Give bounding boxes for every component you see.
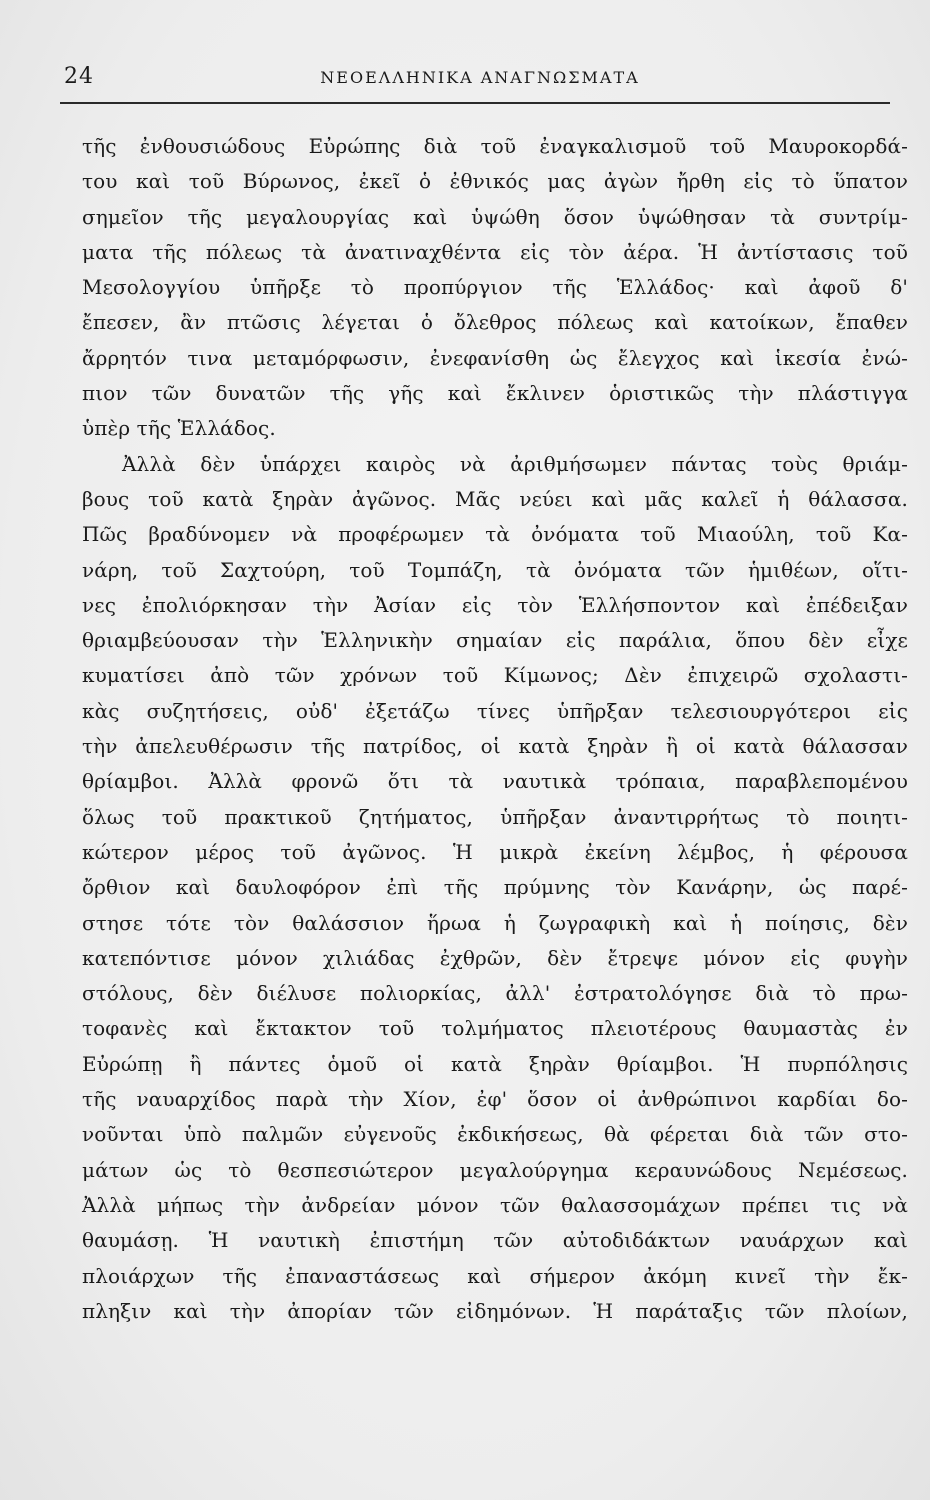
text-line: θριαμβεύουσαν τὴν Ἑλληνικὴν σημαίαν εἰς παράλια, ὅπου δὲν εἶχε — [82, 628, 908, 653]
text-line: νοῦνται ὑπὸ παλμῶν εὐγενοῦς ἐκδικήσεως, θὰ φέρεται διὰ τῶν στο- — [82, 1122, 908, 1147]
text-line: πιον τῶν δυνατῶν τῆς γῆς καὶ ἔκλινεν ὁριστικῶς τὴν πλάστιγγα — [82, 381, 908, 406]
text-line: του καὶ τοῦ Βύρωνος, ἐκεῖ ὁ ἐθνικός μας ἀγὼν ἤρθη εἰς τὸ ὕπατον — [82, 169, 908, 194]
text-line: μάτων ὡς τὸ θεσπεσιώτερον μεγαλούργημα κεραυνώδους Νεμέσεως. — [82, 1157, 908, 1182]
text-line: νες ἐπολιόρκησαν τὴν Ἀσίαν εἰς τὸν Ἑλλήσποντον καὶ ἐπέδειξαν — [82, 592, 908, 617]
text-line: ὅλως τοῦ πρακτικοῦ ζητήματος, ὑπῆρξαν ἀναντιρρήτως τὸ ποιητι- — [82, 804, 908, 829]
text-line: στησε τότε τὸν θαλάσσιον ἥρωα ἡ ζωγραφικὴ καὶ ἡ ποίησις, δὲν — [82, 910, 908, 935]
text-line: νάρη, τοῦ Σαχτούρη, τοῦ Τομπάζη, τὰ ὀνόματα τῶν ἡμιθέων, οἵτι- — [82, 557, 908, 582]
text-line: Ἀλλὰ μήπως τὴν ἀνδρείαν μόνον τῶν θαλασσομάχων πρέπει τις νὰ — [82, 1192, 908, 1217]
text-line: τὴν ἀπελευθέρωσιν τῆς πατρίδος, οἱ κατὰ ξηρὰν ἢ οἱ κατὰ θάλασσαν — [82, 734, 908, 759]
header-rule — [60, 102, 890, 104]
text-line: στόλους, δὲν διέλυσε πολιορκίας, ἀλλ' ἐστρατολόγησε διὰ τὸ πρω- — [82, 981, 908, 1006]
text-line: Μεσολογγίου ὑπῆρξε τὸ προπύργιον τῆς Ἑλλάδος· καὶ ἀφοῦ δ' — [82, 275, 908, 300]
text-line: Εὐρώπῃ ἢ πάντες ὁμοῦ οἱ κατὰ ξηρὰν θρίαμβοι. Ἡ πυρπόλησις — [82, 1051, 908, 1076]
text-line: τοφανὲς καὶ ἔκτακτον τοῦ τολμήματος πλειοτέρους θαυμαστὰς ἐν — [82, 1016, 908, 1041]
text-line: σημεῖον τῆς μεγαλουργίας καὶ ὑψώθη ὅσον ὑψώθησαν τὰ συντρίμ- — [82, 204, 908, 229]
body-text — [82, 129, 908, 1329]
text-line: βους τοῦ κατὰ ξηρὰν ἀγῶνος. Μᾶς νεύει καὶ μᾶς καλεῖ ἡ θάλασσα. — [82, 486, 908, 511]
text-line: πληξιν καὶ τὴν ἀπορίαν τῶν εἰδημόνων. Ἡ παράταξις τῶν πλοίων, — [82, 1298, 908, 1323]
text-line: ὑπὲρ τῆς Ἑλλάδος. — [82, 416, 276, 441]
text-line: θαυμάσῃ. Ἡ ναυτικὴ ἐπιστήμη τῶν αὐτοδιδάκτων ναυάρχων καὶ — [82, 1228, 908, 1253]
text-line: ἔπεσεν, ἂν πτῶσις λέγεται ὁ ὄλεθρος πόλεως καὶ κατοίκων, ἔπαθεν — [82, 310, 908, 335]
text-line: κώτερον μέρος τοῦ ἀγῶνος. Ἡ μικρὰ ἐκείνη λέμβος, ἡ φέρουσα — [82, 839, 908, 864]
text-line: τῆς ἐνθουσιώδους Εὐρώπης διὰ τοῦ ἐναγκαλισμοῦ τοῦ Μαυροκορδά- — [82, 134, 908, 158]
text-line: κατεπόντισε μόνον χιλιάδας ἐχθρῶν, δὲν ἔτρεψε μόνον εἰς φυγὴν — [82, 945, 908, 970]
text-line: κὰς συζητήσεις, οὐδ' ἐξετάζω τίνες ὑπῆρξαν τελεσιουργότεροι εἰς — [82, 698, 908, 723]
text-line: τῆς ναυαρχίδος παρὰ τὴν Χίον, ἐφ' ὅσον οἱ ἀνθρώπινοι καρδίαι δο- — [82, 1087, 908, 1112]
text-line: Ἀλλὰ δὲν ὑπάρχει καιρὸς νὰ ἀριθμήσωμεν πάντας τοὺς θριάμ- — [122, 451, 908, 476]
text-line: κυματίσει ἀπὸ τῶν χρόνων τοῦ Κίμωνος; Δὲν ἐπιχειρῶ σχολαστι- — [82, 663, 908, 688]
text-line: θρίαμβοι. Ἀλλὰ φρονῶ ὅτι τὰ ναυτικὰ τρόπαια, παραβλεπομένου — [82, 769, 908, 794]
running-head: ΝΕΟΕΛΛΗΝΙΚΑ ΑΝΑΓΝΩΣΜΑΤΑ — [320, 68, 640, 87]
text-line: Πῶς βραδύνομεν νὰ προφέρωμεν τὰ ὀνόματα τοῦ Μιαούλη, τοῦ Κα- — [82, 522, 908, 547]
page-number: 24 — [64, 64, 94, 89]
page-header — [60, 64, 900, 98]
text-line: ἄρρητόν τινα μεταμόρφωσιν, ἐνεφανίσθη ὡς ἔλεγχος καὶ ἱκεσία ἐνώ- — [82, 345, 908, 370]
text-line: πλοιάρχων τῆς ἐπαναστάσεως καὶ σήμερον ἀκόμη κινεῖ τὴν ἔκ- — [82, 1263, 908, 1288]
text-line: ματα τῆς πόλεως τὰ ἀνατιναχθέντα εἰς τὸν ἀέρα. Ἡ ἀντίστασις τοῦ — [82, 239, 908, 264]
text-line: ὄρθιον καὶ δαυλοφόρον ἐπὶ τῆς πρύμνης τὸν Κανάρην, ὡς παρέ- — [82, 875, 908, 900]
